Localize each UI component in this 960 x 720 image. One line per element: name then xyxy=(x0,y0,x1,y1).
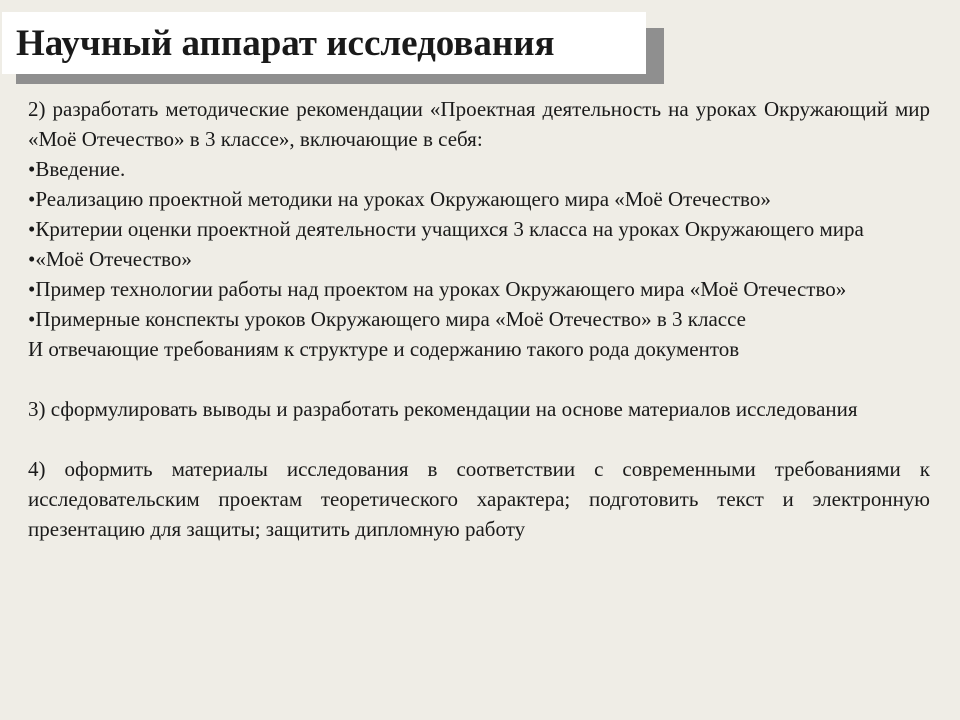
bullet-text: Пример технологии работы над проектом на уроках Окружающего мира «Моё Отечество» xyxy=(35,277,847,301)
spacer xyxy=(28,424,930,454)
bullet-item xyxy=(28,304,930,334)
bullet-item xyxy=(28,154,930,184)
bullet-item xyxy=(28,214,930,244)
bullet-mark: • xyxy=(28,157,36,181)
bullet-text: Критерии оценки проектной деятельности учащихся 3 класса на уроках Окружающего мира xyxy=(35,217,864,241)
item-2-closing: И отвечающие требованиям к структуре и содержанию такого рода документов xyxy=(28,337,740,361)
bullet-mark: • xyxy=(28,307,36,331)
bullet-item xyxy=(28,184,930,214)
slide-title: Научный аппарат исследования xyxy=(16,22,555,64)
bullet-item xyxy=(28,244,930,274)
spacer xyxy=(28,364,930,394)
item-3: 3) сформулировать выводы и разработать рекомендации на основе материалов исследования xyxy=(28,397,858,421)
title-box xyxy=(2,12,646,74)
item-2-intro: 2) разработать методические рекомендации «Проектная деятельность на уроках Окружающий мир «Моё Отечество» в 3 классе», включающие в себя: xyxy=(28,97,930,151)
bullet-mark: • xyxy=(28,187,36,211)
bullet-mark: • xyxy=(28,277,36,301)
bullet-item xyxy=(28,274,930,304)
bullet-text: «Моё Отечество» xyxy=(35,247,192,271)
bullet-mark: • xyxy=(28,217,36,241)
bullet-text: Реализацию проектной методики на уроках Окружающего мира «Моё Отечество» xyxy=(35,187,771,211)
bullet-text: Примерные конспекты уроков Окружающего мира «Моё Отечество» в 3 классе xyxy=(35,307,746,331)
item-4: 4) оформить материалы исследования в соответствии с современными требованиями к исследовательским проектам теоретического характера; подготовить текст и электронную презентацию для защиты; защитить дипломную работу xyxy=(28,457,930,541)
slide-content xyxy=(28,94,930,544)
bullet-text: Введение. xyxy=(35,157,126,181)
bullet-mark: • xyxy=(28,247,36,271)
